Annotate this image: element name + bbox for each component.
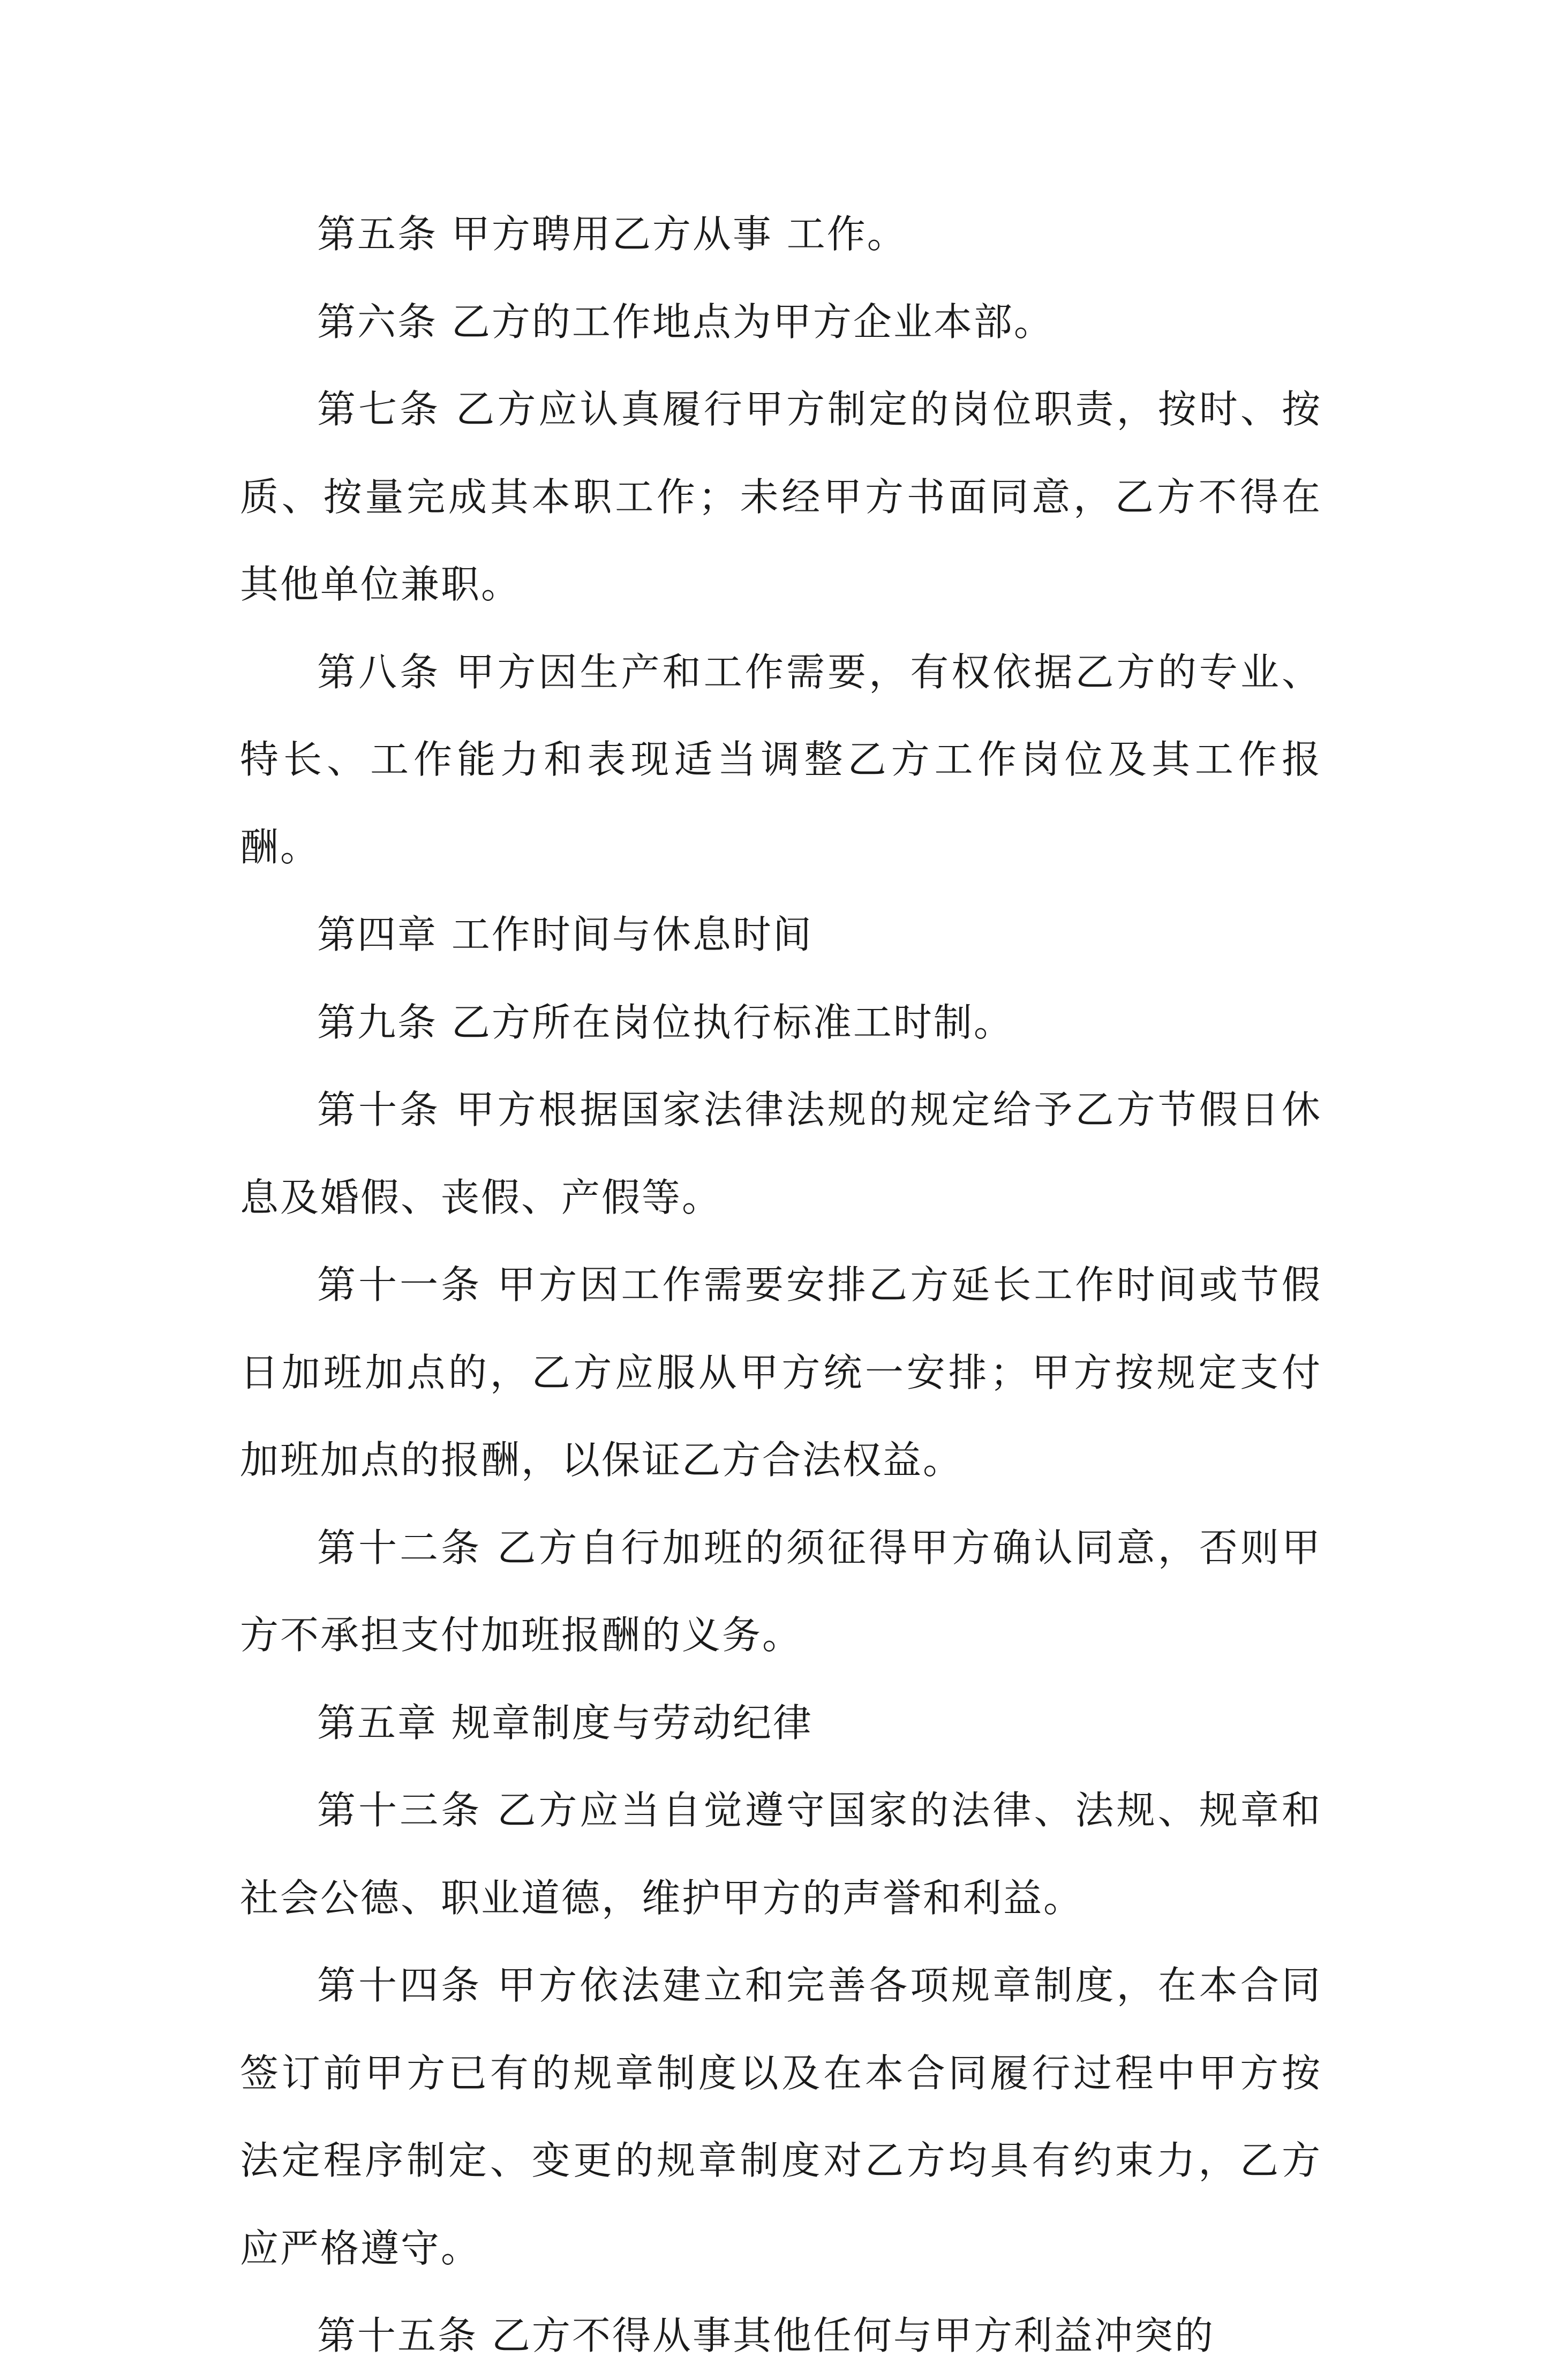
chapter-4-heading: 第四章 工作时间与休息时间 xyxy=(317,912,813,957)
clause-9: 第九条 乙方所在岗位执行标准工时制。 xyxy=(317,999,1014,1045)
clause-8: 第八条 甲方因生产和工作需要，有权依据乙方的专业、特长、工作能力和表现适当调整乙方工作岗位及其工作报酬。 xyxy=(240,649,1322,870)
chapter-5-heading: 第五章 规章制度与劳动纪律 xyxy=(317,1700,813,1745)
clause-7: 第七条 乙方应认真履行甲方制定的岗位职责，按时、按质、按量完成其本职工作；未经甲方书面同意，乙方不得在其他单位兼职。 xyxy=(240,387,1322,607)
document-body xyxy=(240,191,1322,2380)
clause-12: 第十二条 乙方自行加班的须征得甲方确认同意，否则甲方不承担支付加班报酬的义务。 xyxy=(240,1525,1322,1658)
clause-5: 第五条 甲方聘用乙方从事 工作。 xyxy=(317,212,907,257)
clause-6: 第六条 乙方的工作地点为甲方企业本部。 xyxy=(317,299,1054,344)
clause-10: 第十条 甲方根据国家法律法规的规定给予乙方节假日休息及婚假、丧假、产假等。 xyxy=(240,1087,1322,1220)
clause-11: 第十一条 甲方因工作需要安排乙方延长工作时间或节假日加班加点的，乙方应服从甲方统一安排；甲方按规定支付加班加点的报酬，以保证乙方合法权益。 xyxy=(240,1262,1322,1482)
clause-15: 第十五条 乙方不得从事其他任何与甲方利益冲突的 xyxy=(317,2313,1215,2358)
clause-13: 第十三条 乙方应当自觉遵守国家的法律、法规、规章和社会公德、职业道德，维护甲方的声誉和利益。 xyxy=(240,1788,1322,1920)
clause-14: 第十四条 甲方依法建立和完善各项规章制度，在本合同签订前甲方已有的规章制度以及在本合同履行过程中甲方按法定程序制定、变更的规章制度对乙方均具有约束力，乙方应严格遵守。 xyxy=(240,1963,1322,2271)
